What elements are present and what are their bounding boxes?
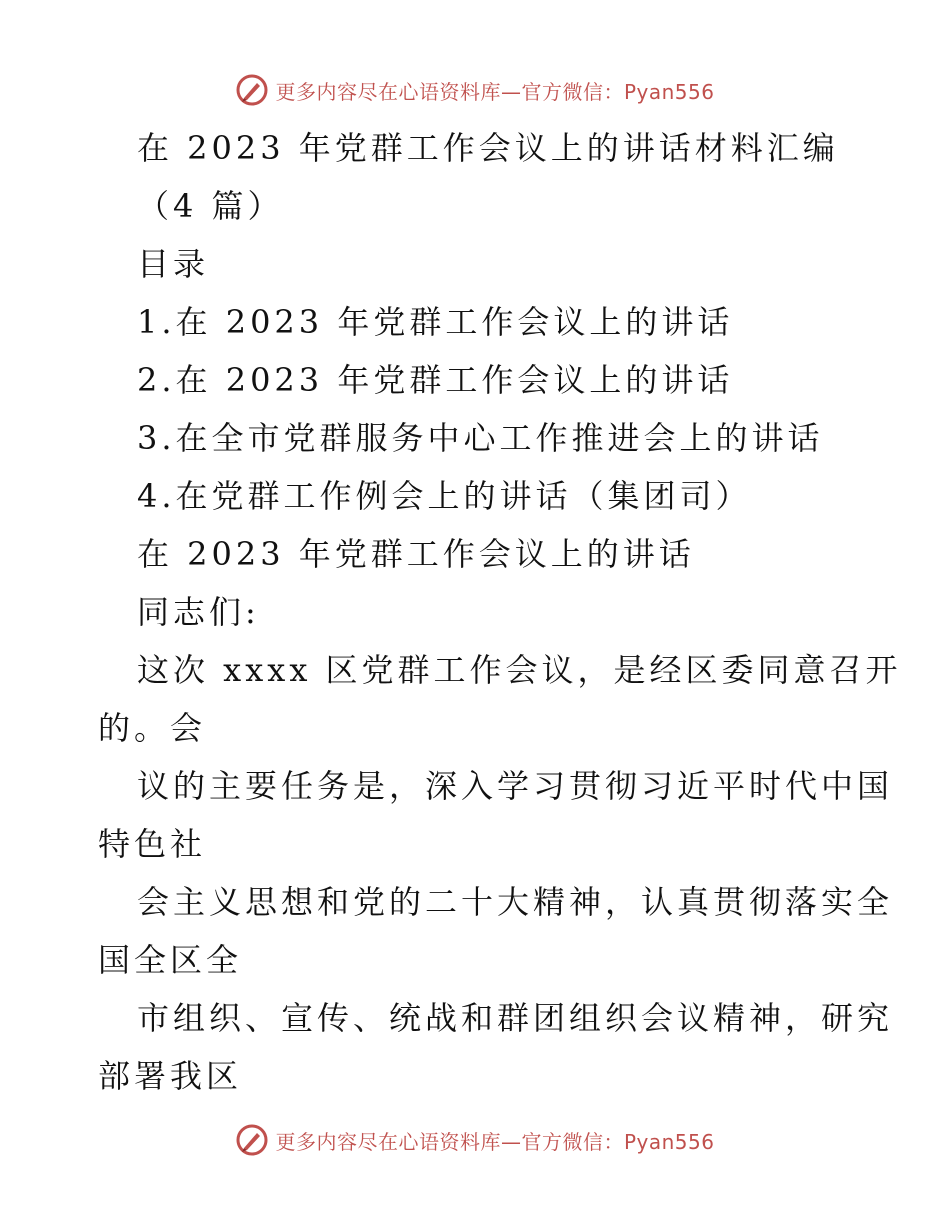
body-line: 会主义思想和党的二十大精神，认真贯彻落实全 — [137, 883, 894, 921]
body-line: 市组织、宣传、统战和群团组织会议精神，研究 — [137, 999, 894, 1037]
toc-heading: 目录 — [137, 245, 210, 283]
body-line: 国全区全 — [98, 941, 243, 979]
body-line: 这次 xxxx 区党群工作会议，是经区委同意召开 — [137, 651, 902, 689]
section-title: 在 2023 年党群工作会议上的讲话 — [137, 535, 695, 573]
header-banner-text: 更多内容尽在心语资料库—官方微信：Pyan556 — [275, 79, 715, 104]
pen-logo-icon — [235, 73, 269, 107]
document-title-line1: 在 2023 年党群工作会议上的讲话材料汇编 — [137, 129, 839, 167]
footer-banner-text: 更多内容尽在心语资料库—官方微信：Pyan556 — [275, 1129, 715, 1154]
header-banner — [0, 70, 950, 110]
toc-item-4: 4.在党群工作例会上的讲话（集团司） — [137, 477, 752, 515]
body-line: 部署我区 — [98, 1057, 243, 1095]
footer-banner — [0, 1120, 950, 1160]
toc-item-1: 1.在 2023 年党群工作会议上的讲话 — [137, 303, 734, 341]
body-line: 的。会 — [98, 709, 207, 747]
toc-item-2: 2.在 2023 年党群工作会议上的讲话 — [137, 361, 734, 399]
document-title-line2: （4 篇） — [137, 187, 284, 225]
pen-logo-icon — [235, 1123, 269, 1157]
toc-item-3: 3.在全市党群服务中心工作推进会上的讲话 — [137, 419, 824, 457]
greeting: 同志们: — [137, 593, 260, 631]
body-line: 特色社 — [98, 825, 207, 863]
body-line: 议的主要任务是，深入学习贯彻习近平时代中国 — [137, 767, 894, 805]
